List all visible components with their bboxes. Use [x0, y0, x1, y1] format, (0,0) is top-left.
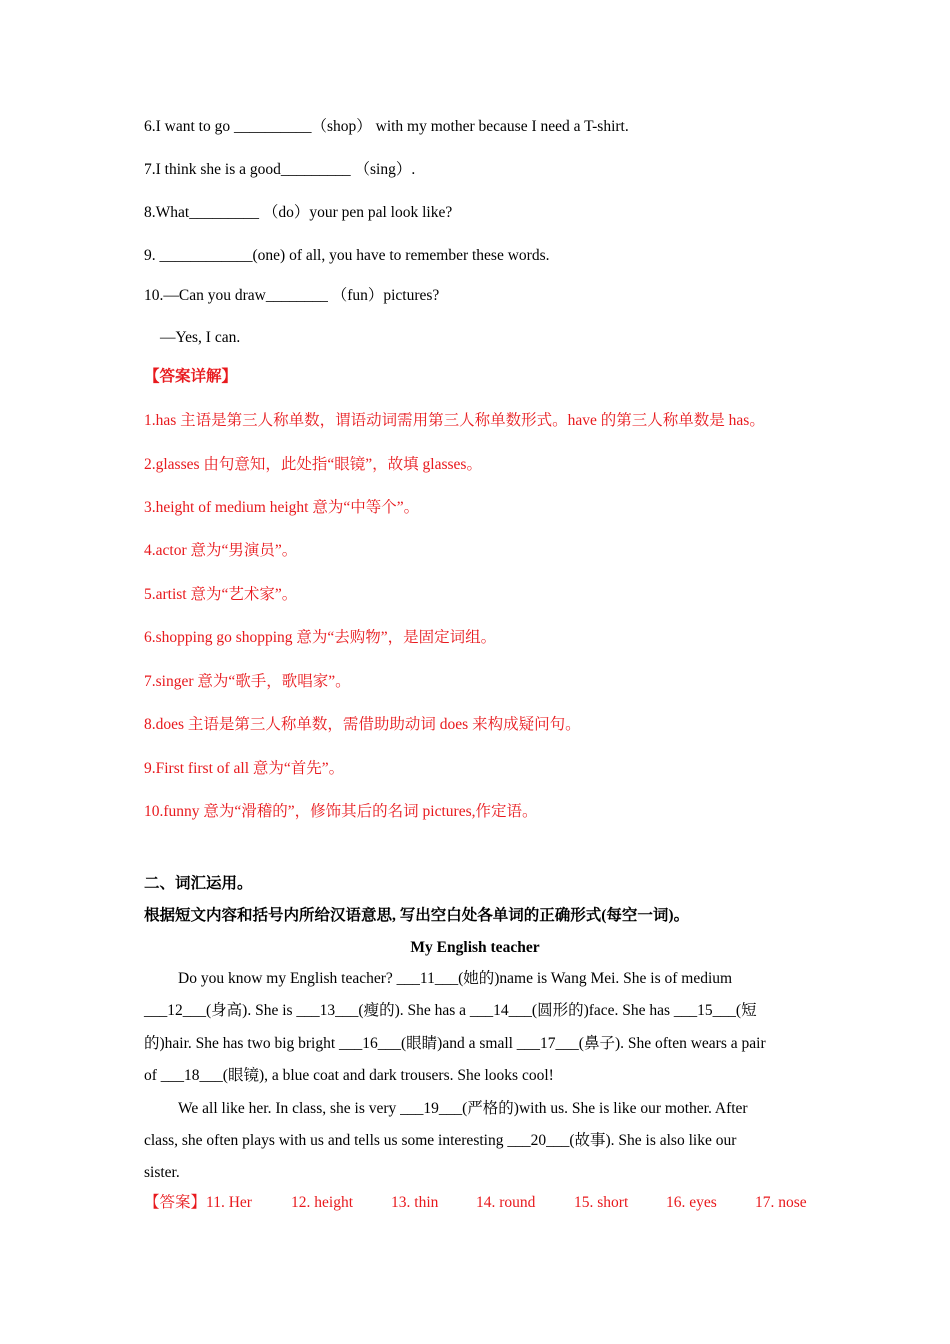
question-6: 6.I want to go __________（shop） with my mother because I need a T-shirt.: [144, 118, 629, 135]
answer-item-11: 11. Her: [206, 1194, 252, 1211]
question-8: 8.What_________ （do）your pen pal look like?: [144, 204, 453, 221]
question-10: 10.—Can you draw________ （fun）pictures?: [144, 287, 440, 304]
answer-9: 9.First first of all 意为“首先”。: [144, 760, 345, 777]
answer-5: 5.artist 意为“艺术家”。: [144, 586, 298, 603]
answer-1: 1.has 主语是第三人称单数，谓语动词需用第三人称单数形式。have 的第三人称单数是 has。: [144, 412, 765, 429]
answer-item-13: 13. thin: [391, 1194, 439, 1211]
passage-line-5: We all like her. In class, she is very ___19___(严格的)with us. She is like our mother. After: [178, 1100, 748, 1117]
answer-10: 10.funny 意为“滑稽的”，修饰其后的名词 pictures,作定语。: [144, 803, 538, 820]
passage-title: My English teacher: [410, 939, 540, 956]
answer-item-17: 17. nose: [755, 1194, 807, 1211]
answer-item-14: 14. round: [476, 1194, 536, 1211]
answer-2: 2.glasses 由句意知，此处指“眼镜”，故填 glasses。: [144, 456, 482, 473]
answer-8: 8.does 主语是第三人称单数，需借助助动词 does 来构成疑问句。: [144, 716, 581, 733]
passage-line-3: 的)hair. She has two big bright ___16___(眼睛)and a small ___17___(鼻子). She often wears a pair: [144, 1035, 766, 1052]
passage-line-4: of ___18___(眼镜), a blue coat and dark trousers. She looks cool!: [144, 1067, 554, 1084]
question-7: 7.I think she is a good_________ （sing）.: [144, 161, 416, 178]
answer-item-12: 12. height: [291, 1194, 354, 1211]
answer-label: 【答案】: [144, 1194, 207, 1211]
answer-item-16: 16. eyes: [666, 1194, 717, 1211]
answer-item-15: 15. short: [574, 1194, 629, 1211]
passage-line-1: Do you know my English teacher? ___11___(她的)name is Wang Mei. She is of medium: [178, 970, 733, 987]
answer-row: [144, 1193, 807, 1213]
passage-line-6: class, she often plays with us and tells us some interesting ___20___(故事). She is also like our: [144, 1132, 737, 1149]
question-9: 9. ____________(one) of all, you have to remember these words.: [144, 247, 550, 264]
section-heading: 二、词汇运用。: [144, 875, 253, 892]
passage-line-2: ___12___(身高). She is ___13___(瘦的). She has a ___14___(圆形的)face. She has ___15___(短: [144, 1002, 757, 1019]
question-10-reply: —Yes, I can.: [160, 329, 241, 346]
answer-6: 6.shopping go shopping 意为“去购物”，是固定词组。: [144, 629, 497, 646]
passage-line-7: sister.: [144, 1164, 180, 1181]
answer-header: 【答案详解】: [144, 368, 238, 385]
answer-7: 7.singer 意为“歌手，歌唱家”。: [144, 673, 351, 690]
answer-4: 4.actor 意为“男演员”。: [144, 542, 298, 559]
section-instruction: 根据短文内容和括号内所给汉语意思, 写出空白处各单词的正确形式(每空一词)。: [144, 907, 690, 924]
answer-3: 3.height of medium height 意为“中等个”。: [144, 499, 420, 516]
